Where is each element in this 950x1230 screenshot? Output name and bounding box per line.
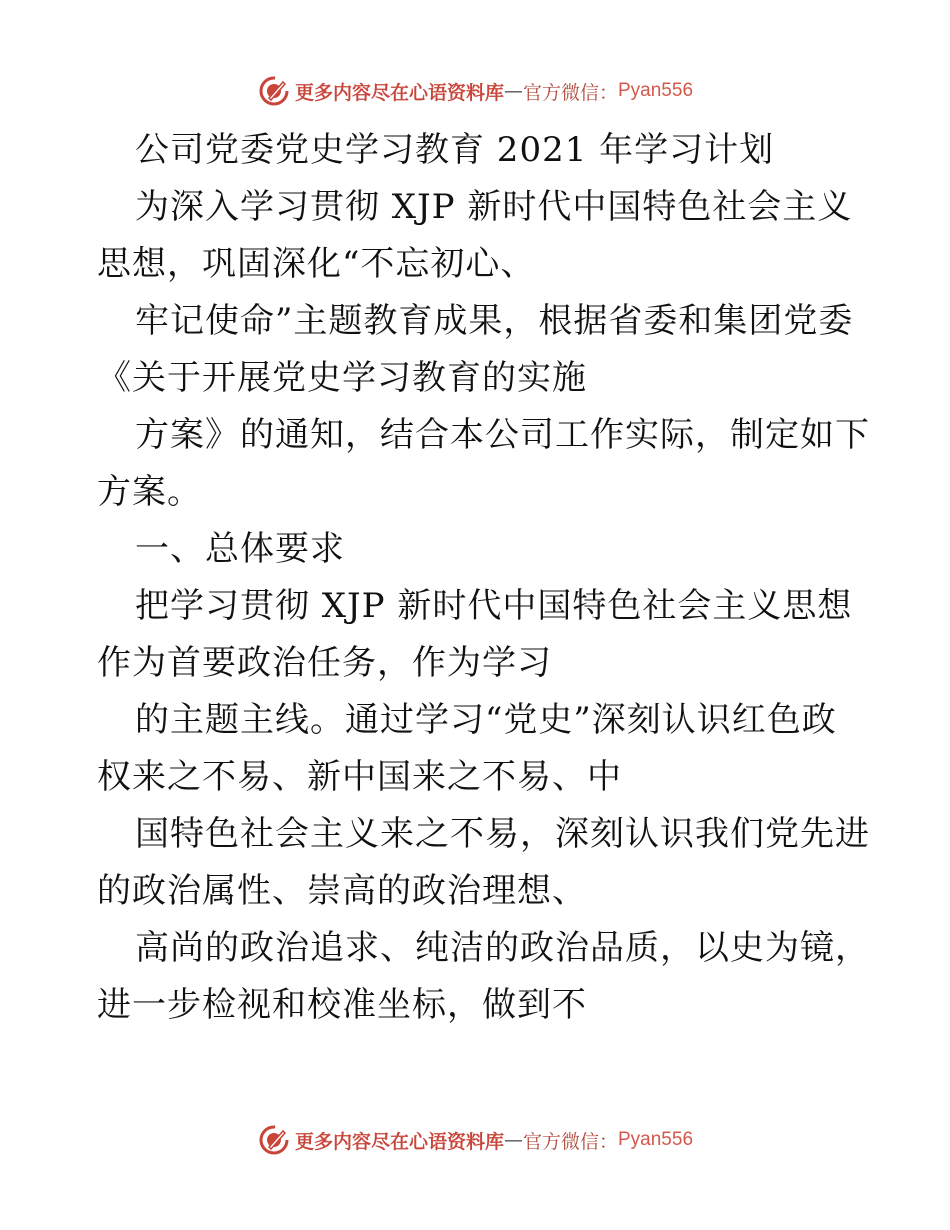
text-line: 牢记使命”主题教育成果，根据省委和集团党委 xyxy=(135,301,854,341)
text-line: 的主题主线。通过学习“党史”深刻认识红色政 xyxy=(135,700,837,740)
text-line: 为深入学习贯彻 XJP 新时代中国特色社会主义 xyxy=(135,187,853,227)
text-line: 思想，巩固深化“不忘初心、 xyxy=(97,244,536,284)
header-watermark xyxy=(0,71,950,111)
text-line: 方案。 xyxy=(97,472,202,512)
text-line: 把学习贯彻 XJP 新时代中国特色社会主义思想 xyxy=(135,586,853,626)
text-line: 权来之不易、新中国来之不易、中 xyxy=(97,757,622,797)
watermark-separator: — xyxy=(503,1129,523,1151)
text-line: 国特色社会主义来之不易，深刻认识我们党先进 xyxy=(135,814,870,854)
watermark-official-label: 官方微信： xyxy=(522,81,618,104)
watermark-separator: — xyxy=(503,80,523,102)
watermark-official-label: 官方微信： xyxy=(522,1130,618,1153)
pen-logo-icon xyxy=(257,74,291,108)
text-line: 作为首要政治任务，作为学习 xyxy=(97,643,552,683)
text-line: 进一步检视和校准坐标，做到不 xyxy=(97,985,587,1025)
watermark-wechat-id: Pyan556 xyxy=(618,1129,694,1150)
watermark-wechat-id: Pyan556 xyxy=(618,80,694,101)
text-line: 的政治属性、崇高的政治理想、 xyxy=(97,871,587,911)
text-line: 一、总体要求 xyxy=(135,529,345,569)
document-body xyxy=(97,122,877,1034)
watermark-main-text: 更多内容尽在心语资料库 xyxy=(294,1130,504,1153)
text-line: 方案》的通知，结合本公司工作实际，制定如下 xyxy=(135,415,870,455)
text-line: 高尚的政治追求、纯洁的政治品质，以史为镜， xyxy=(135,928,870,968)
footer-watermark xyxy=(0,1120,950,1160)
pen-logo-icon xyxy=(257,1123,291,1157)
document-title: 公司党委党史学习教育 2021 年学习计划 xyxy=(135,130,775,170)
text-line: 《关于开展党史学习教育的实施 xyxy=(97,358,587,398)
watermark-main-text: 更多内容尽在心语资料库 xyxy=(294,81,504,104)
